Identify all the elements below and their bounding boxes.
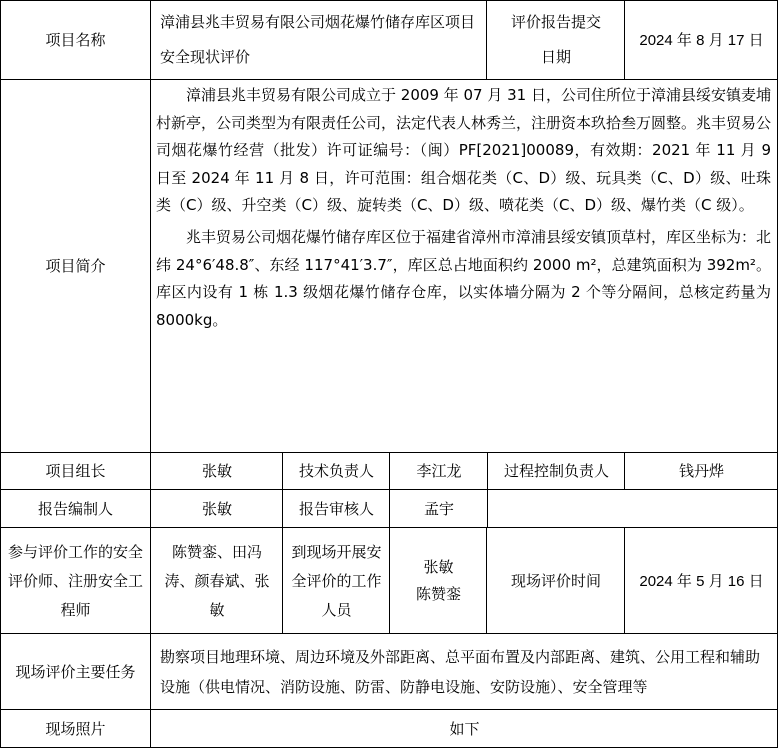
- photos-label: 现场照片: [45, 719, 106, 738]
- main-task-label: 现场评价主要任务: [15, 663, 136, 681]
- evaluators-value: 陈赞銮、田冯涛、颜春斌、张敏: [164, 542, 270, 619]
- evaluators-label: 参与评价工作的安全评价师、注册安全工程师: [8, 542, 144, 619]
- team-leader-label: 项目组长: [45, 462, 106, 480]
- photos-value: 如下: [449, 719, 480, 738]
- project-name-label: 项目名称: [45, 30, 106, 49]
- intro-paragraph-1: 漳浦县兆丰贸易有限公司成立于 2009 年 07 月 31 日，公司住所位于漳浦县绥安镇麦埔村新亭，公司类型为有限责任公司，法定代表人林秀兰，注册资本玖拾叁万圆整。兆丰贸易公司烟花爆竹经营（批发）许可证编号：（闽）PF[2021]00089，有效期：2021 年 11 月 9 日至 2024 年 11 月 8 日，许可范围：组合烟花类（C、D）级、玩具类（C、D）级、吐珠类（C）级、升空类（C）级、旋转类（C、D）级、喷花类（C、D）级、爆竹类（C 级）。: [156, 86, 772, 215]
- project-name-value: 漳浦县兆丰贸易有限公司烟花爆竹储存库区项目安全现状评价: [160, 13, 476, 66]
- intro-text: [150, 80, 777, 334]
- onsite-time-label: 现场评价时间: [510, 571, 601, 590]
- onsite-staff-name-2: 陈赞銮: [415, 585, 461, 603]
- onsite-staff-name-1: 张敏: [423, 558, 454, 576]
- report-reviewer-label: 报告审核人: [298, 499, 374, 518]
- main-task-value: 勘察项目地理环境、周边环境及外部距离、总平面布置及内部距离、建筑、公用工程和辅助设施（供电情况、消防设施、防雷、防静电设施、安防设施）、安全管理等: [160, 648, 761, 696]
- process-lead-label: 过程控制负责人: [503, 462, 609, 480]
- tech-lead-label: 技术负责人: [298, 462, 374, 480]
- report-author-label: 报告编制人: [37, 499, 113, 518]
- intro-label: 项目简介: [45, 257, 106, 275]
- intro-paragraph-2: 兆丰贸易公司烟花爆竹储存库区位于福建省漳州市漳浦县绥安镇顶草村，库区坐标为：北纬 24°6′48.8″、东经 117°41′3.7″，库区总占地面积约 2000 m²，总建筑面积为 392m²。库区内设有 1 栋 1.3 级烟花爆竹储存仓库，以实体墙分隔为 2 个等分隔间，总核定药量为 8000kg。: [156, 227, 772, 329]
- process-lead-value: 钱丹烨: [678, 462, 724, 480]
- team-leader-value: 张敏: [201, 462, 232, 480]
- submit-date-label: 评价报告提交日期: [510, 13, 601, 66]
- tech-lead-value: 李江龙: [416, 462, 462, 480]
- report-reviewer-value: 孟宇: [423, 499, 454, 518]
- report-author-value: 张敏: [201, 499, 232, 518]
- onsite-time-value: 2024 年 5 月 16 日: [639, 572, 764, 590]
- submit-date-value: 2024 年 8 月 17 日: [639, 31, 764, 49]
- onsite-staff-label: 到现场开展安全评价的工作人员: [291, 542, 382, 619]
- onsite-staff-value: [390, 528, 487, 634]
